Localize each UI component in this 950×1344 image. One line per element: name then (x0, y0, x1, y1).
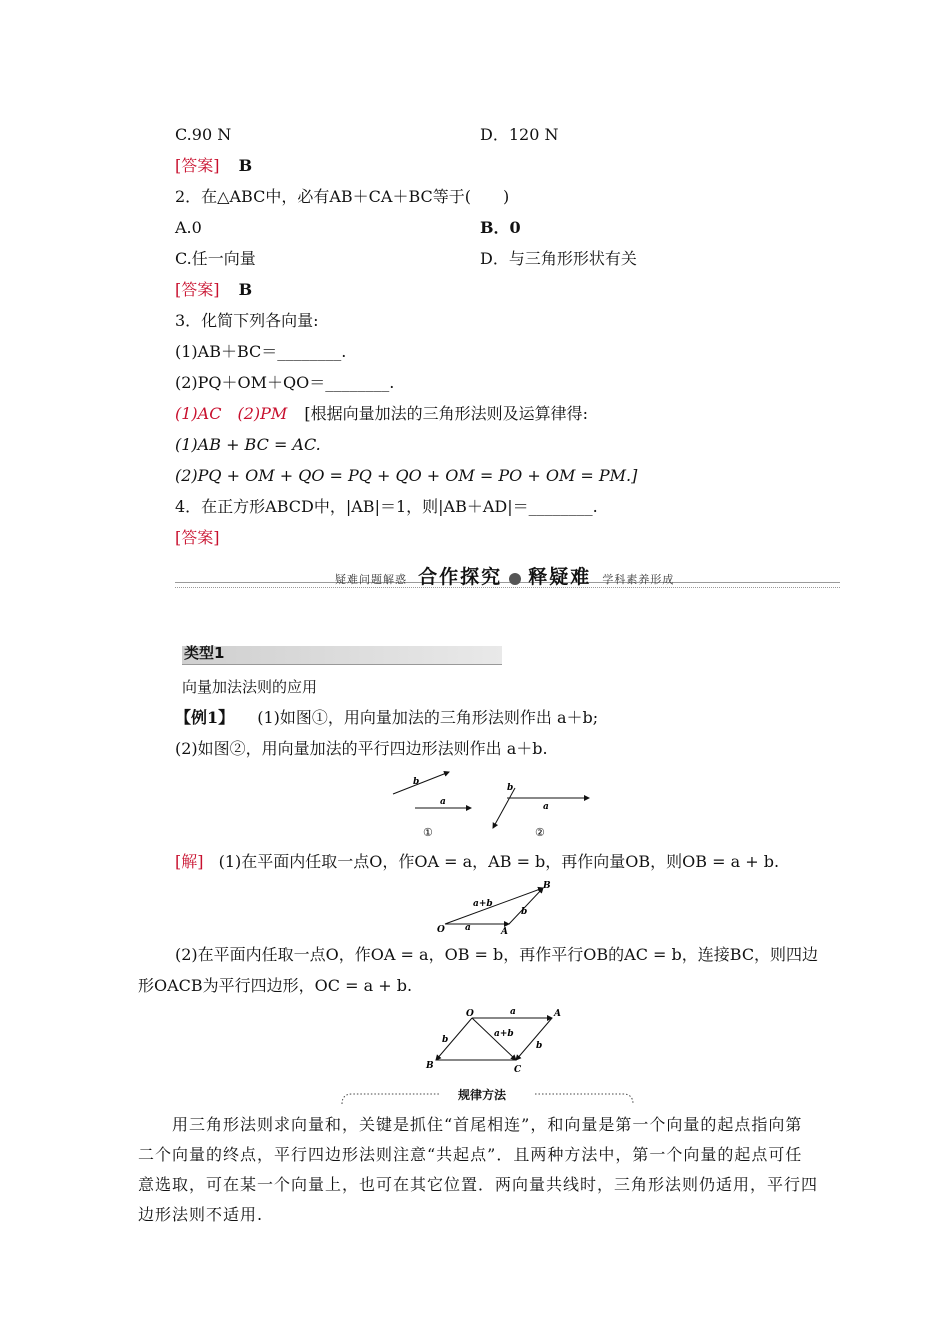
solution-text1: (1)在平面内任取一点O，作OA = a，AB = b，再作向量OB，则OB = a + b. (218, 852, 780, 871)
answer-label: (1)AC (2)PM (175, 404, 288, 423)
type-bar (182, 646, 502, 665)
fig3-label-a: a (510, 1007, 516, 1017)
banner-text (335, 562, 674, 589)
fig1-label-b-right: b (507, 783, 514, 793)
solution-part2a: (2)在平面内任取一点O，作OA = a，OB = b，再作平行OB的AC = b，连接BC，则四边 (175, 945, 819, 964)
q2-option-a: A.0 (175, 218, 202, 237)
type-tag: 类型1 (184, 644, 225, 662)
banner-left: 疑难问题解惑 (335, 573, 407, 586)
fig2-label-a: a (465, 923, 471, 933)
type-title: 向量加法法则的应用 (182, 678, 318, 696)
figure-2 (433, 878, 563, 936)
banner-main2: 释疑难 (528, 566, 592, 588)
solution-part2b: 形OACB为平行四边形，OC = a + b. (138, 976, 413, 995)
fig3-point-c: C (514, 1065, 522, 1075)
fig1-label-a-left: a (440, 797, 446, 807)
fig1-caption-2: ② (535, 826, 545, 839)
q4-stem: 4．在正方形ABCD中，|AB|＝1，则|AB＋AD|＝________. (175, 497, 598, 516)
q3-solution-line2: (2)PQ + OM + QO = PQ + QO + OM = PO + OM = PM.] (175, 466, 638, 485)
q1-answer (175, 155, 252, 177)
answer-label: [答案] (175, 280, 220, 299)
figure-1 (385, 768, 605, 840)
example-label: 【例1】 (175, 708, 235, 727)
fig3-vector-ac (516, 1018, 552, 1060)
fig2-point-a: A (501, 927, 508, 936)
example-text1: (1)如图①，用向量加法的三角形法则作出 a＋b; (257, 708, 599, 727)
q3-part1: (1)AB＋BC＝________. (175, 342, 347, 361)
fig2-label-b: b (521, 907, 528, 917)
section-banner (175, 560, 840, 592)
q2-option-c: C.任一向量 (175, 249, 256, 268)
fig1-vector-b-right (493, 788, 515, 828)
q2-answer (175, 279, 252, 301)
banner-right: 学科素养形成 (602, 573, 675, 586)
banner-arrow-icon (509, 573, 521, 585)
example-part1 (175, 707, 598, 729)
q2-option-d: D．与三角形形状有关 (480, 249, 637, 268)
answer-note: [根据向量加法的三角形法则及运算律得: (304, 404, 589, 423)
method-header (340, 1088, 635, 1106)
fig3-label-b-right: b (536, 1041, 543, 1051)
fig1-label-b-left: b (413, 777, 420, 787)
method-title: 规律方法 (458, 1088, 507, 1102)
q3-stem: 3．化简下列各向量: (175, 311, 319, 330)
fig2-vector-ab (509, 888, 543, 924)
answer-value: B (238, 156, 253, 175)
fig2-vector-ob (445, 888, 543, 924)
answer-value: B (238, 280, 253, 299)
solution-label: [解] (175, 852, 204, 871)
fig2-point-o: O (437, 925, 445, 935)
fig3-vector-oc (472, 1018, 516, 1060)
fig3-label-b-left: b (442, 1035, 449, 1045)
answer-label: [答案] (175, 156, 220, 175)
fig1-caption-1: ① (423, 826, 433, 839)
figure-3 (424, 1004, 574, 1078)
fig1-vector-b-left (393, 772, 449, 794)
solution-part1 (175, 851, 779, 873)
fig2-point-b: B (543, 881, 551, 891)
q3-part2: (2)PQ＋OM＋QO＝________. (175, 373, 395, 392)
fig3-point-b: B (426, 1061, 434, 1071)
q2-stem: 2．在△ABC中，必有AB＋CA＋BC等于( ) (175, 187, 510, 206)
q1-option-d: D．120 N (480, 125, 559, 144)
q2-option-b: B．0 (480, 218, 521, 237)
fig3-point-a: A (554, 1009, 561, 1019)
example-part2: (2)如图②，用向量加法的平行四边形法则作出 a＋b. (175, 739, 548, 758)
q1-option-c: C.90 N (175, 125, 232, 144)
fig1-label-a-right: a (543, 802, 549, 812)
fig2-label-sum: a+b (473, 899, 493, 909)
fig3-point-o: O (466, 1009, 474, 1019)
method-paragraph: 用三角形法则求向量和，关键是抓住“首尾相连”，和向量是第一个向量的起点指向第二个向量的终点，平行四边形法则注意“共起点”．且两种方法中，第一个向量的起点可任意选取，可在某一个向量上，也可在其它位置．两向量共线时，三角形法则仍适用，平行四边形法则不适用. (138, 1115, 819, 1224)
q3-answer (175, 403, 588, 425)
q3-solution-line1: (1)AB + BC = AC. (175, 435, 321, 454)
banner-main1: 合作探究 (418, 566, 503, 588)
fig3-label-sum: a+b (494, 1029, 514, 1039)
q4-answer-label: [答案] (175, 528, 220, 547)
